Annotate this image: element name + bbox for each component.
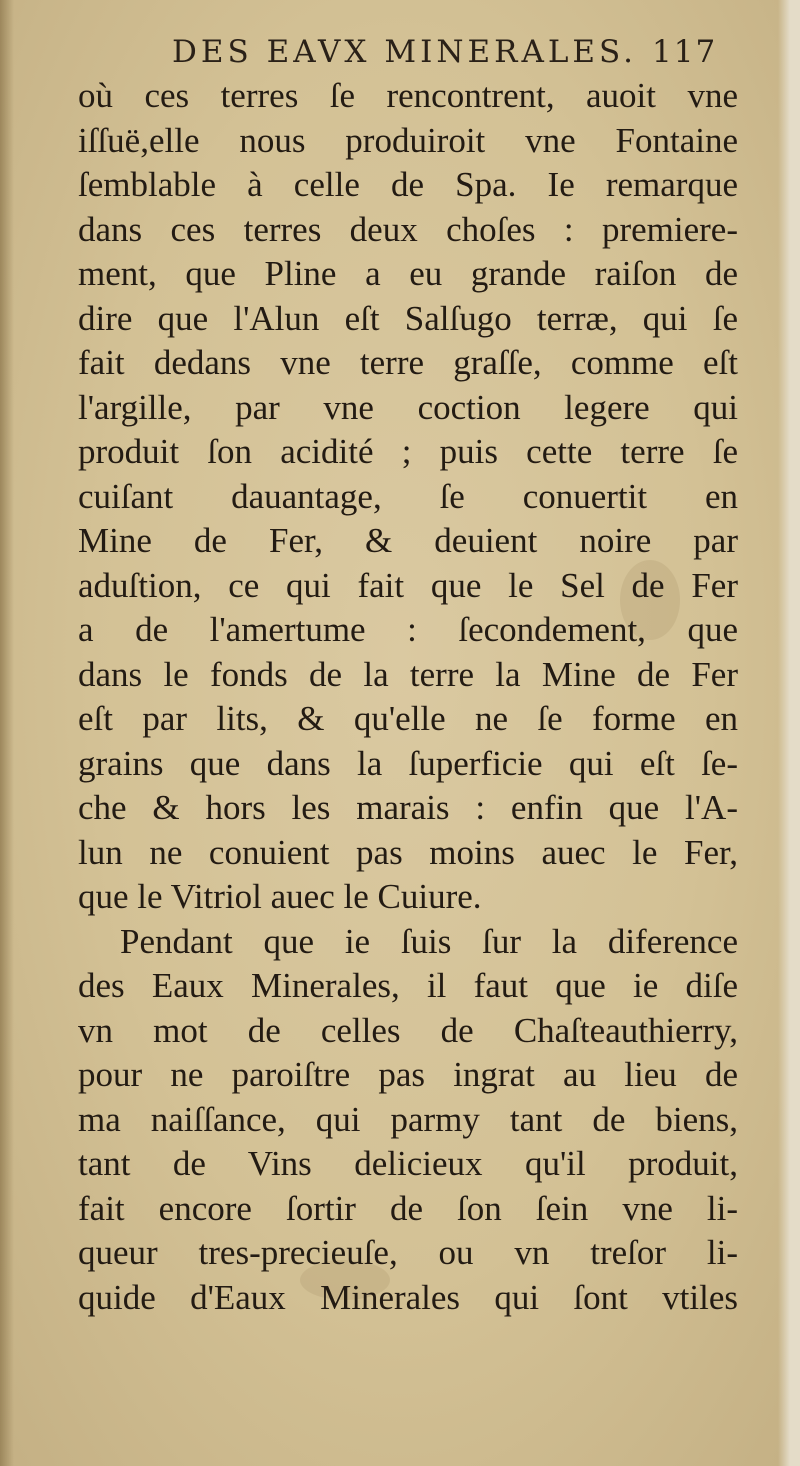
text-line: fait encore ſortir de ſon ſein vne li- <box>78 1188 738 1228</box>
text-line: fait dedans vne terre graſſe, comme eſt <box>78 343 738 382</box>
page-edge <box>778 0 800 1466</box>
text-line: Mine de Fer, & deuient noire par <box>78 521 738 560</box>
text-line: che & hors les marais : enfin que l'A- <box>78 788 738 827</box>
text-line: où ces terres ſe rencontrent, auoit vne <box>78 76 738 115</box>
text-line: a de l'amertume : ſecondement, que <box>78 610 738 649</box>
text-line: grains que dans la ſuperficie qui eſt ſe- <box>78 743 738 783</box>
text-line: l'argille, par vne coction legere qui <box>78 387 738 427</box>
text-line: queur tres-precieuſe, ou vn treſor li- <box>78 1233 738 1272</box>
text-line: ma naiſſance, qui parmy tant de biens, <box>78 1099 738 1139</box>
text-line: aduſtion, ce qui fait que le Sel de Fer <box>78 565 738 605</box>
text-line: eſt par lits, & qu'elle ne ſe forme en <box>78 699 738 738</box>
text-line: iſſuë,elle nous produiroit vne Fontaine <box>78 120 738 160</box>
page-number: 117 <box>652 34 718 70</box>
text-line: des Eaux Minerales, il faut que ie diſe <box>78 966 738 1005</box>
text-line: dire que l'Alun eſt Salſugo terræ, qui ſe <box>78 298 738 338</box>
page-gutter-shadow <box>0 0 14 1466</box>
page-body <box>78 74 738 1320</box>
running-head-title: DES EAVX MINERALES. <box>172 34 638 70</box>
text-line: dans ces terres deux choſes : premiere- <box>78 209 738 249</box>
text-line: pour ne paroiſtre pas ingrat au lieu de <box>78 1055 738 1094</box>
text-line: ment, que Pline a eu grande raiſon de <box>78 254 738 293</box>
text-line: tant de Vins delicieux qu'il produit, <box>78 1144 738 1183</box>
text-line: lun ne conuient pas moins auec le Fer, <box>78 832 738 872</box>
paragraph-first-line: Pendant que ie ſuis ſur la diference <box>120 921 738 961</box>
paragraph-end-line: que le Vitriol auec le Cuiure. <box>78 877 482 916</box>
text-line: ſemblable à celle de Spa. Ie remarque <box>78 165 738 204</box>
text-line: cuiſant dauantage, ſe conuertit en <box>78 476 738 516</box>
text-line: produit ſon acidité ; puis cette terre ſe <box>78 432 738 471</box>
text-line: vn mot de celles de Chaſteauthierry, <box>78 1010 738 1050</box>
text-line: dans le fonds de la terre la Mine de Fer <box>78 654 738 694</box>
text-line: quide d'Eaux Minerales qui ſont vtiles <box>78 1277 738 1317</box>
